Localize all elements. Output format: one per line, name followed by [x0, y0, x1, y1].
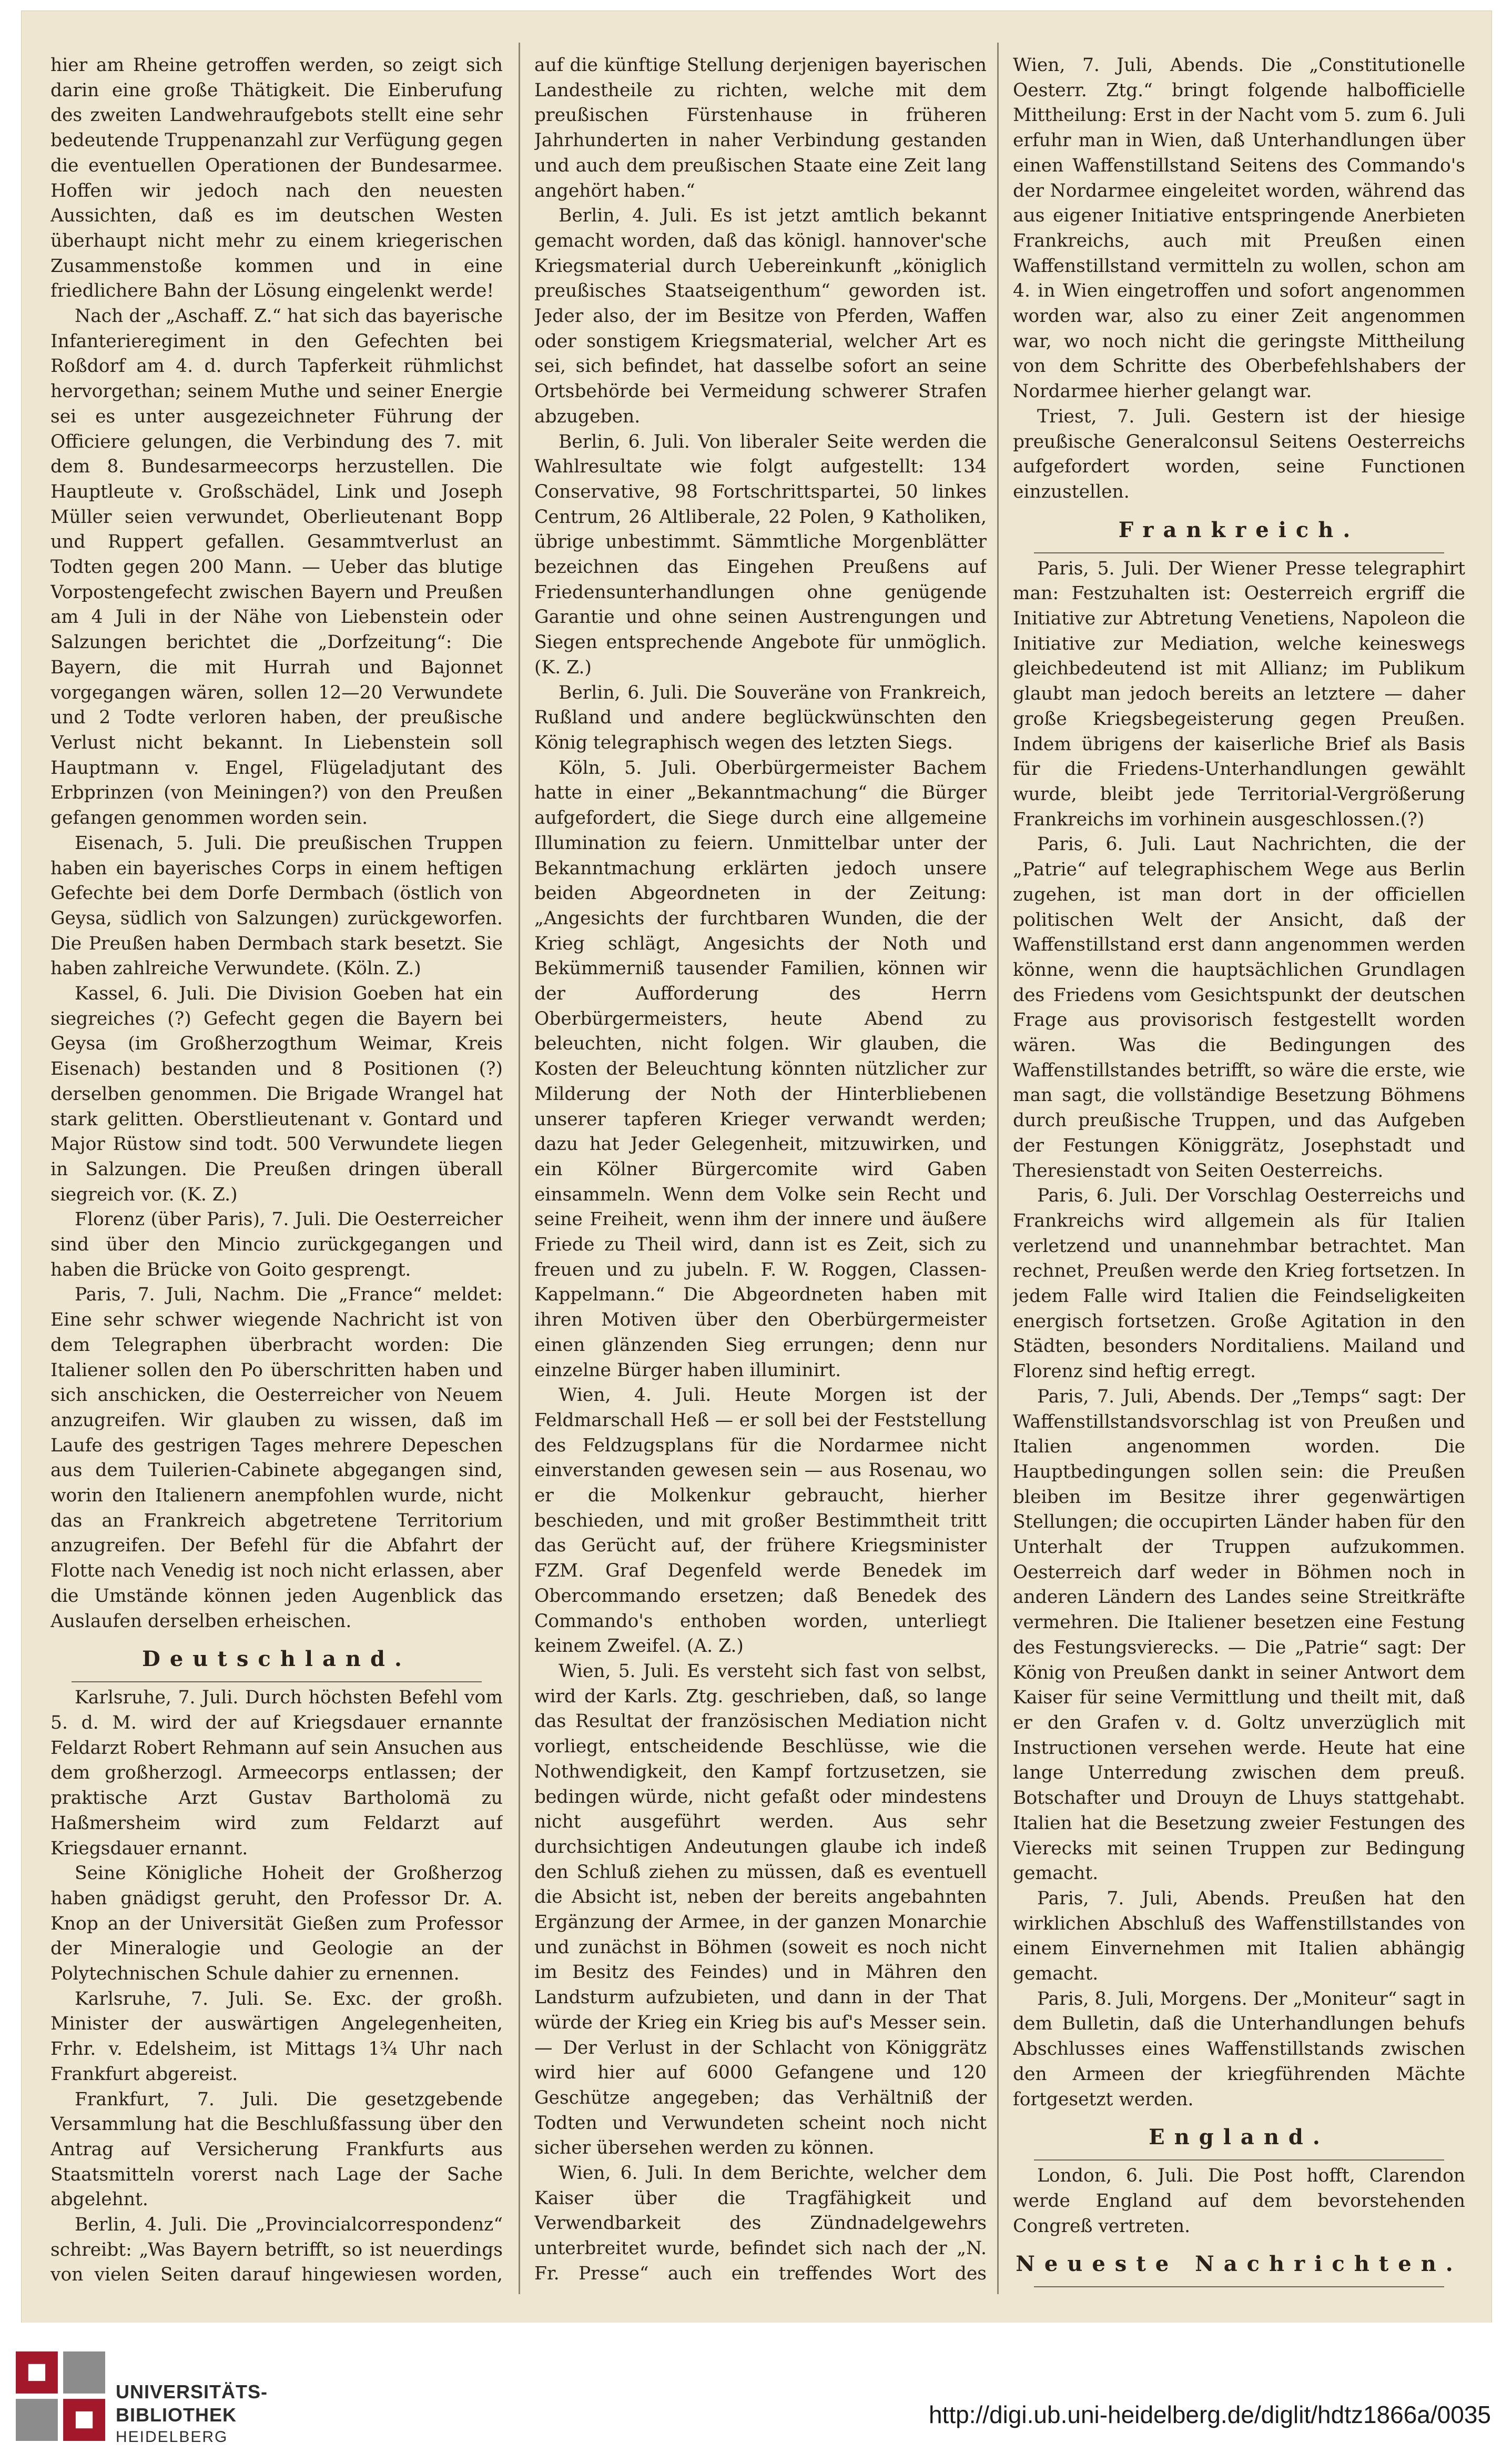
library-logo-icon: [16, 2351, 105, 2441]
digitization-footer: [0, 2323, 1512, 2463]
library-name-line1: UNIVERSITÄTS-: [116, 2381, 268, 2403]
article-paragraph: Wien, 6. Juli. In dem Berichte, welcher dem Kaiser über die Tragfähigkeit und Verwendbarkeit des Zündnadelgewehrs unterbreitet wurde, befindet sich nach der „N. Fr. Presse“ auch ein treffendes Wort des: [534, 2163, 987, 2284]
article-paragraph: Frankfurt, 7. Juli. Die gesetzgebende Versammlung hat die Beschlußfassung über den Antrag auf Versicherung Frankfurts aus Staatsmitteln vorerst nach Lage der Sache abgelehnt.: [50, 2088, 503, 2210]
library-name-line3: HEIDELBERG: [116, 2428, 228, 2446]
article-paragraph: Paris, 5. Juli. Der Wiener Presse telegraphirt man: Festzuhalten ist: Oesterreich ergriff die Initiative zur Abtretung Venetiens, Napoleon die Initiative zur Mediation, welche keineswegs gleichbedeutend ist mit Allianz; im Publikum glaubt man jedoch bereits an letztere — daher große Kriegsbegeisterung gegen Preußen. Indem übrigens der kaiserliche Brief als Basis für die Friedens-Unterhandlungen gewählt wurde, bleibt jede Territorial-Vergrößerung Frankreichs im vorhinein ausgeschlossen.(?): [1013, 558, 1465, 830]
article-paragraph: Berlin, 6. Juli. Die Souveräne von Frankreich, Rußland und andere beglückwünschten den König telegraphisch wegen des letzten Siegs.: [534, 682, 987, 753]
article-paragraph: Wien, 7. Juli, Abends. Die „Constitutionelle Oesterr. Ztg.“ bringt folgende halbofficielle Mittheilung: Erst in der Nacht vom 5. zum 6. Juli erfuhr man in Wien, daß Unterhandlungen über einen Waffenstillstand Seitens des Commando's der Nordarmee eingeleitet worden, während das aus eigener Initiative entspringende Anerbieten Frankreichs, auch mit Preußen einen Waffenstillstand vermitteln zu wollen, schon am 4. in Wien eingetroffen und sofort angenommen worden war, also zu einer Zeit angenommen war, wo noch nicht die geringste Mittheilung von dem Schritte des Oberbefehlshabers der Nordarmee hierher gelangt war.: [1013, 55, 1465, 402]
article-paragraph: Berlin, 6. Juli. Von liberaler Seite werden die Wahlresultate wie folgt aufgestellt: 134 Conservative, 98 Fortschrittspartei, 50 linkes Centrum, 26 Altliberale, 22 Polen, 9 Katholiken, übrige unbestimmt. Sämmtliche Morgenblätter bezeichnen das Eingehen Preußens auf Friedensunterhandlungen ohne genügende Garantie und ohne seinen Austrengungen und Siegen entsprechende Angebote für unmöglich. (K. Z.): [534, 431, 987, 678]
article-paragraph: Wien, 4. Juli. Heute Morgen ist der Feldmarschall Heß — er soll bei der Feststellung des Feldzugsplans für die Nordarmee nicht einverstanden gewesen sein — aus Rosenau, wo er die Molkenkur gebraucht, hierher beschieden, und mit großer Bestimmtheit tritt das Gerücht auf, der frühere Kriegsminister FZM. Graf Degenfeld werde Benedek im Obercommando ersetzen; daß Benedek des Commando's enthoben worden, unterliegt keinem Zweifel. (A. Z.): [534, 1385, 987, 1657]
section-divider: [1034, 552, 1444, 553]
article-paragraph: Berlin, 4. Juli. Die „Provincialcorrespondenz“ schreibt: „Was Bayern betrifft, so ist neuerdings von vielen Seiten darauf hingewiesen worden,: [50, 2214, 503, 2286]
article-paragraph: Seine Königliche Hoheit der Großherzog haben gnädigst geruht, den Professor Dr. A. Knop an der Universität Gießen zum Professor der Mineralogie und Geologie an der Polytechnischen Schule dahier zu ernennen.: [50, 1863, 503, 1985]
article-paragraph: Paris, 7. Juli, Abends. Der „Temps“ sagt: Der Waffenstillstandsvorschlag ist von Preußen und Italien angenommen worden. Die Hauptbedingungen sollen sein: die Preußen bleiben im Besitze ihrer gegenwärtigen Stellungen; die occupirten Länder haben für den Unterhalt der Truppen aufzukommen. Oesterreich darf weder in Böhmen noch in anderen Ländern des Landes seine Streitkräfte vermehren. Die Italiener besetzen eine Festung des Festungsvierecks. — Die „Patrie“ sagt: Der König von Preußen dankt in seiner Antwort dem Kaiser für seine Vermittlung und theilt mit, daß er den Grafen v. d. Goltz unverzüglich mit Instructionen versehen werde. Heute hat eine lange Unterredung zwischen dem preuß. Botschafter und Drouyn de Lhuys stattgehabt. Italien hat die Besetzung zweier Festungen des Vierecks mit seinen Truppen zur Bedingung gemacht.: [1013, 1386, 1465, 1884]
section-heading: Frankreich.: [1118, 517, 1360, 542]
newspaper-page: [21, 11, 1492, 2324]
article-paragraph: hier am Rheine getroffen werden, so zeigt sich darin eine große Thätigkeit. Die Einberufung des zweiten Landwehraufgebots stellt eine sehr bedeutende Truppenanzahl zur Verfügung gegen die eventuellen Operationen der Bundesarmee. Hoffen wir jedoch nach den neuesten Aussichten, daß es im deutschen Westen überhaupt nicht mehr zu einem kriegerischen Zusammenstoße kommen und in eine friedlichere Bahn der Lösung eingelenkt werde!: [50, 55, 503, 302]
article-paragraph: Paris, 7. Juli, Abends. Preußen hat den wirklichen Abschluß des Waffenstillstandes von einem Einvernehmen mit Italien abhängig gemacht.: [1013, 1887, 1465, 1985]
column-middle: [534, 53, 987, 2289]
article-paragraph: Karlsruhe, 7. Juli. Se. Exc. der großh. Minister der auswärtigen Angelegenheiten, Frhr. v. Edelsheim, ist Mittags 1¾ Uhr nach Frankfurt abgereist.: [50, 1988, 503, 2085]
column-right: [1013, 53, 1465, 2289]
column-rule: [997, 43, 999, 2294]
section-heading: Deutschland.: [142, 1647, 411, 1672]
article-paragraph: Florenz (über Paris), 7. Juli. Die Oesterreicher sind über den Mincio zurückgegangen und haben die Brücke von Goito gesprengt.: [50, 1209, 503, 1280]
section-divider: [1034, 2286, 1444, 2287]
article-paragraph: auf die künftige Stellung derjenigen bayerischen Landestheile zu richten, welche mit dem preußischen Fürstenhause in früheren Jahrhunderten in naher Verbindung gestanden und auch dem preußischen Staate eine Zeit lang angehört haben.“: [534, 55, 987, 201]
article-paragraph: Nach der „Aschaff. Z.“ hat sich das bayerische Infanterieregiment in den Gefechten bei Roßdorf am 4. d. durch Tapferkeit rühmlichst hervorgethan; seinem Muthe und seiner Energie sei es unter ausgezeichneter Führung der Officiere gelungen, die Verbindung des 7. mit dem 8. Bundesarmeecorps herzustellen. Die Hauptleute v. Großschädel, Link und Joseph Müller seien verwundet, Oberlieutenant Bopp und Ruppert gefallen. Gesammtverlust an Todten gegen 200 Mann. — Ueber das blutige Vorpostengefecht zwischen Bayern und Preußen am 4 Juli in der Nähe von Liebenstein oder Salzungen berichtet die „Dorfzeitung“: Die Bayern, die mit Hurrah und Bajonnet vorgegangen wären, sollen 12—20 Verwundete und 2 Todte verloren haben, der preußische Verlust nicht bekannt. In Liebenstein soll Hauptmann v. Engel, Flügeladjutant des Erbprinzen (von Meiningen?) von den Preußen gefangen genommen worden sein.: [50, 306, 503, 829]
article-paragraph: Berlin, 4. Juli. Es ist jetzt amtlich bekannt gemacht worden, daß das königl. hannover'sche Kriegsmaterial durch Uebereinkunft „königlich preußisches Staatseigenthum“ geworden ist. Jeder also, der im Besitze von Pferden, Waffen oder sonstigem Kriegsmaterial, welcher Art es sei, sich befindet, hat dasselbe sofort an seine Ortsbehörde bei Vermeidung schwerer Strafen abzugeben.: [534, 205, 987, 427]
article-paragraph: Paris, 6. Juli. Der Vorschlag Oesterreichs und Frankreichs wird allgemein als für Italien verletzend und unannehmbar betrachtet. Man rechnet, Preußen werde den Krieg fortsetzen. In jedem Falle wird Italien die Feindseligkeiten energisch fortsetzen. Große Agitation in den Städten, besonders Norditaliens. Mailand und Florenz sind heftig erregt.: [1013, 1185, 1465, 1382]
article-paragraph: Kassel, 6. Juli. Die Division Goeben hat ein siegreiches (?) Gefecht gegen die Bayern bei Geysa (im Großherzogthum Weimar, Kreis Eisenach) bestanden und 8 Positionen (?) derselben genommen. Die Brigade Wrangel hat stark gelitten. Oberstlieutenant v. Gontard und Major Rüstow sind todt. 500 Verwundete liegen in Salzungen. Die Preußen dringen überall siegreich vor. (K. Z.): [50, 983, 503, 1205]
article-paragraph: Karlsruhe, 7. Juli. Durch höchsten Befehl vom 5. d. M. wird der auf Kriegsdauer ernannte Feldarzt Robert Rehmann auf sein Ansuchen aus dem großherzogl. Armeecorps entlassen; der praktische Arzt Gustav Bartholomä zu Haßmersheim wird zum Feldarzt auf Kriegsdauer ernannt.: [50, 1687, 503, 1859]
library-name: [116, 2380, 268, 2448]
section-divider: [72, 1681, 482, 1682]
article-paragraph: Eisenach, 5. Juli. Die preußischen Truppen haben ein bayerisches Corps in einem heftigen Gefechte bei dem Dorfe Dermbach (östlich von Geysa, südlich von Salzungen) zurückgeworfen. Die Preußen haben Dermbach stark besetzt. Sie haben zahlreiche Verwundete. (Köln. Z.): [50, 832, 503, 980]
section-heading: Neueste Nachrichten.: [1016, 2252, 1463, 2277]
source-url-link[interactable]: http://digi.ub.uni-heidelberg.de/diglit/hdtz1866a/0035: [928, 2401, 1491, 2428]
article-paragraph: London, 6. Juli. Die Post hofft, Clarendon werde England auf dem bevorstehenden Congreß vertreten.: [1013, 2165, 1465, 2237]
article-paragraph: Triest, 7. Juli. Gestern ist der hiesige preußische Generalconsul Seitens Oesterreichs aufgefordert worden, seine Functionen einzustellen.: [1013, 406, 1465, 502]
column-left: [50, 53, 503, 2289]
article-paragraph: Köln, 5. Juli. Oberbürgermeister Bachem hatte in einer „Bekanntmachung“ die Bürger aufgefordert, die Siege durch eine allgemeine Illumination zu feiern. Unmittelbar unter der Bekanntmachung erklärten jedoch unsere beiden Abgeordneten in der Zeitung: „Angesichts der furchtbaren Wunden, die der Krieg schlägt, Angesichts der Noth und Bekümmerniß tausender Familien, können wir der Aufforderung des Herrn Oberbürgermeisters, heute Abend zu beleuchten, nicht folgen. Wir glauben, die Kosten der Beleuchtung könnten nützlicher zur Milderung der Noth der Hinterbliebenen unserer tapferen Krieger verwandt werden; dazu hat Jeder Gelegenheit, mitzuwirken, und ein Kölner Bürgercomite wird Gaben einsammeln. Wenn dem Volke sein Recht und seine Freiheit, wenn ihm der innere und äußere Friede zu Theil wird, dann ist es Zeit, sich zu freuen und zu jubeln. F. W. Roggen, Classen-Kappelmann.“ Die Abgeordneten haben mit ihren Motiven über den Oberbürgermeister einen glänzenden Sieg errungen; denn nur einzelne Bürger haben illuminirt.: [534, 757, 987, 1381]
article-paragraph: Paris, 8. Juli, Morgens. Der „Moniteur“ sagt in dem Bulletin, daß die Unterhandlungen behufs Abschlusses eines Waffenstillstands zwischen den Armeen der kriegführenden Mächte fortgesetzt werden.: [1013, 1988, 1465, 2110]
section-divider: [1034, 2159, 1444, 2161]
section-heading: England.: [1149, 2125, 1330, 2150]
article-paragraph: Paris, 6. Juli. Laut Nachrichten, die der „Patrie“ auf telegraphischem Wege aus Berlin zugehen, ist man dort in der officiellen politischen Welt der Ansicht, daß der Waffenstillstand erst dann angenommen werden könne, wenn die hauptsächlichen Grundlagen des Friedens vom Gesichtspunkt der deutschen Frage aus provisorisch festgestellt worden wären. Was die Bedingungen des Waffenstillstandes betrifft, so wäre die erste, wie man sagt, die vollständige Besetzung Böhmens durch preußische Truppen, und das Aufgeben der Festungen Königgrätz, Josephstadt und Theresienstadt von Seiten Oesterreichs.: [1013, 834, 1465, 1182]
library-name-line2: BIBLIOTHEK: [116, 2404, 237, 2426]
article-paragraph: Paris, 7. Juli, Nachm. Die „France“ meldet: Eine sehr schwer wiegende Nachricht ist von dem Telegraphen überbracht worden: Die Italiener sollen den Po überschritten haben und sich anschicken, die Oesterreicher von Neuem anzugreifen. Wir glauben zu wissen, daß im Laufe des gestrigen Tages mehrere Depeschen aus dem Tuilerien-Cabinete abgegangen sind, worin den Italienern anempfohlen wurde, nicht das an Frankreich abgetretene Territorium anzugreifen. Der Befehl für die Abfahrt der Flotte nach Venedig ist noch nicht erlassen, aber die Umstände können jeden Augenblick das Auslaufen derselben erheischen.: [50, 1284, 503, 1632]
article-paragraph: Wien, 5. Juli. Es versteht sich fast von selbst, wird der Karls. Ztg. geschrieben, daß, so lange das Resultat der französischen Mediation nicht vorliegt, entscheidende Beschlüsse, wie die Nothwendigkeit, den Kampf fortzusetzen, sie bedingen würde, nicht gefaßt oder mindestens nicht ausgeführt werden. Aus sehr durchsichtigen Andeutungen glaube ich indeß den Schluß ziehen zu müssen, daß es eventuell die Absicht ist, neben der bereits angebahnten Ergänzung der Armee, in der ganzen Monarchie und zunächst in Böhmen (soweit es noch nicht im Besitz des Feindes) und in Mähren den Landsturm aufzubieten, und dann in der That würde der Krieg ein Krieg bis auf's Messer sein. — Der Verlust in der Schlacht von Königgrätz wird hier auf 6000 Gefangene und 120 Geschütze angegeben; das Verhältniß der Todten und Verwundeten scheint noch nicht sicher übersehen werden zu können.: [534, 1661, 987, 2159]
column-rule: [519, 43, 520, 2294]
